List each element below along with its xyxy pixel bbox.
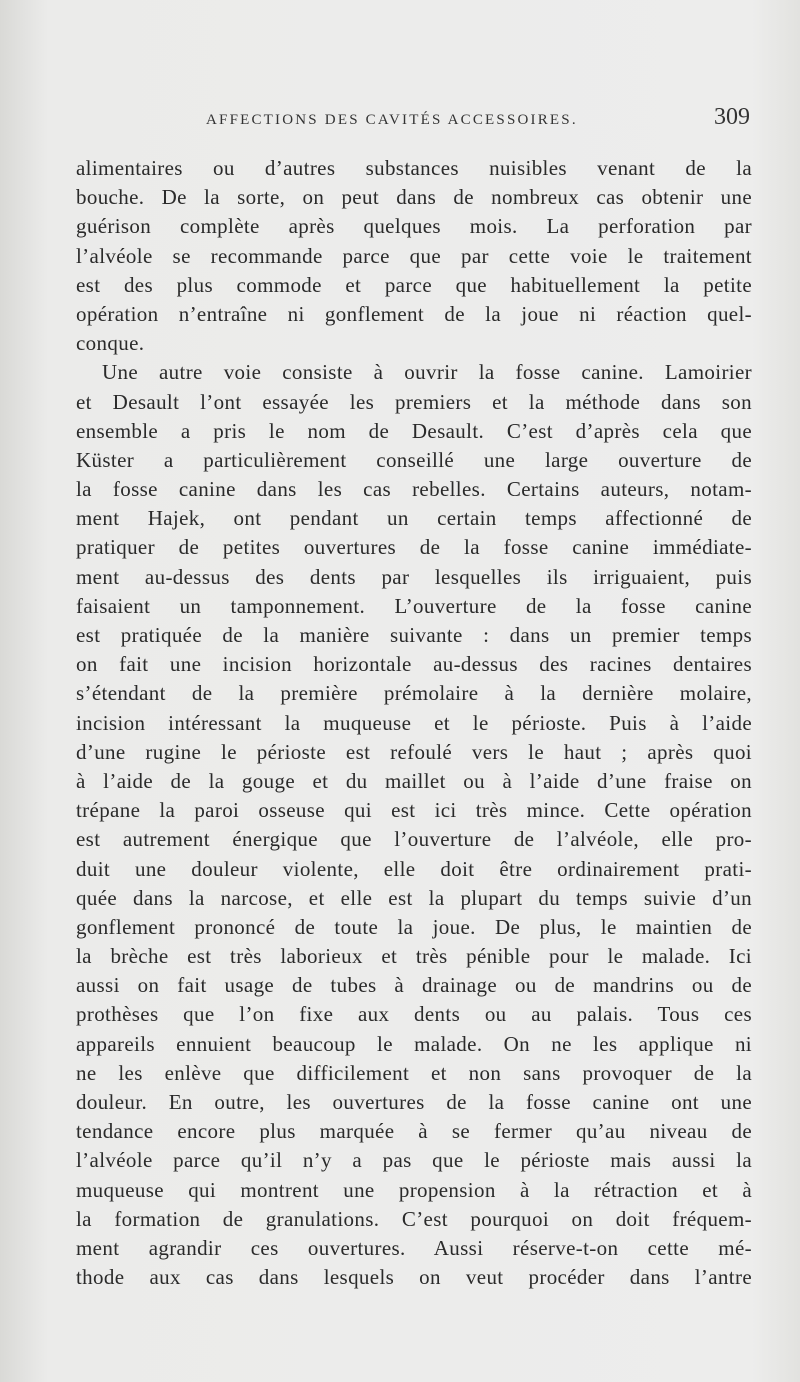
- text-line: guérison complète après quelques mois. La perforation par: [76, 214, 752, 239]
- text-line: bouche. De la sorte, on peut dans de nombreux cas obtenir une: [76, 185, 752, 210]
- text-line: à l’aide de la gouge et du maillet ou à l’aide d’une fraise on: [76, 768, 752, 793]
- text-line: conque.: [76, 331, 145, 356]
- text-line: l’alvéole se recommande parce que par cette voie le traitement: [76, 243, 752, 268]
- text-line: trépane la paroi osseuse qui est ici très mince. Cette opération: [76, 798, 752, 823]
- text-line: pratiquer de petites ouvertures de la fosse canine immédiate-: [76, 535, 752, 560]
- text-line: faisaient un tamponnement. L’ouverture de la fosse canine: [76, 593, 752, 618]
- text-line: tendance encore plus marquée à se fermer qu’au niveau de: [76, 1119, 752, 1144]
- text-line: est pratiquée de la manière suivante : dans un premier temps: [76, 623, 752, 647]
- text-line: est autrement énergique que l’ouverture de l’alvéole, elle pro-: [76, 827, 752, 852]
- text-line: l’alvéole parce qu’il n’y a pas que le périoste mais aussi la: [76, 1148, 752, 1173]
- text-line: est des plus commode et parce que habituellement la petite: [76, 272, 752, 297]
- text-line: ment Hajek, ont pendant un certain temps affectionné de: [76, 506, 752, 531]
- running-title: AFFECTIONS DES CAVITÉS ACCESSOIRES.: [206, 112, 578, 128]
- text-line: et Desault l’ont essayée les premiers et la méthode dans son: [76, 389, 752, 414]
- text-line: d’une rugine le périoste est refoulé vers le haut ; après quoi: [76, 739, 752, 764]
- text-line: aussi on fait usage de tubes à drainage ou de mandrins ou de: [76, 973, 752, 998]
- text-line: ment au-dessus des dents par lesquelles ils irriguaient, puis: [76, 564, 752, 589]
- running-head: [76, 106, 756, 138]
- text-line: gonflement prononcé de toute la joue. De plus, le maintien de: [76, 914, 752, 939]
- page-number: 309: [714, 104, 750, 130]
- text-line: muqueuse qui montrent une propension à la rétraction et à: [76, 1177, 752, 1202]
- text-line: appareils ennuient beaucoup le malade. On ne les applique ni: [76, 1031, 752, 1056]
- text-line: incision intéressant la muqueuse et le périoste. Puis à l’aide: [76, 710, 752, 735]
- text-line: thode aux cas dans lesquels on veut procéder dans l’antre: [76, 1265, 752, 1290]
- body-text: [76, 154, 752, 1292]
- text-line: prothèses que l’on fixe aux dents ou au palais. Tous ces: [76, 1002, 752, 1027]
- text-line: ensemble a pris le nom de Desault. C’est d’après cela que: [76, 418, 752, 443]
- text-line: quée dans la narcose, et elle est la plupart du temps suivie d’un: [76, 885, 752, 910]
- text-line: douleur. En outre, les ouvertures de la fosse canine ont une: [76, 1090, 752, 1114]
- text-line: la fosse canine dans les cas rebelles. Certains auteurs, notam-: [76, 477, 752, 502]
- text-line: ne les enlève que difficilement et non sans provoquer de la: [76, 1060, 752, 1085]
- text-line: alimentaires ou d’autres substances nuisibles venant de la: [76, 156, 752, 180]
- text-line: s’étendant de la première prémolaire à la dernière molaire,: [76, 681, 752, 706]
- text-line: duit une douleur violente, elle doit être ordinairement prati-: [76, 856, 752, 881]
- text-line: opération n’entraîne ni gonflement de la joue ni réaction quel-: [76, 301, 752, 326]
- text-line: la brèche est très laborieux et très pénible pour le malade. Ici: [76, 944, 752, 969]
- text-line: Küster a particulièrement conseillé une large ouverture de: [76, 447, 752, 472]
- text-line: la formation de granulations. C’est pourquoi on doit fréquem-: [76, 1206, 752, 1231]
- text-line: on fait une incision horizontale au-dessus des racines dentaires: [76, 652, 752, 677]
- text-line: ment agrandir ces ouvertures. Aussi réserve-t-on cette mé-: [76, 1235, 752, 1260]
- paragraph-start-line: Une autre voie consiste à ouvrir la fosse canine. Lamoirier: [102, 360, 752, 385]
